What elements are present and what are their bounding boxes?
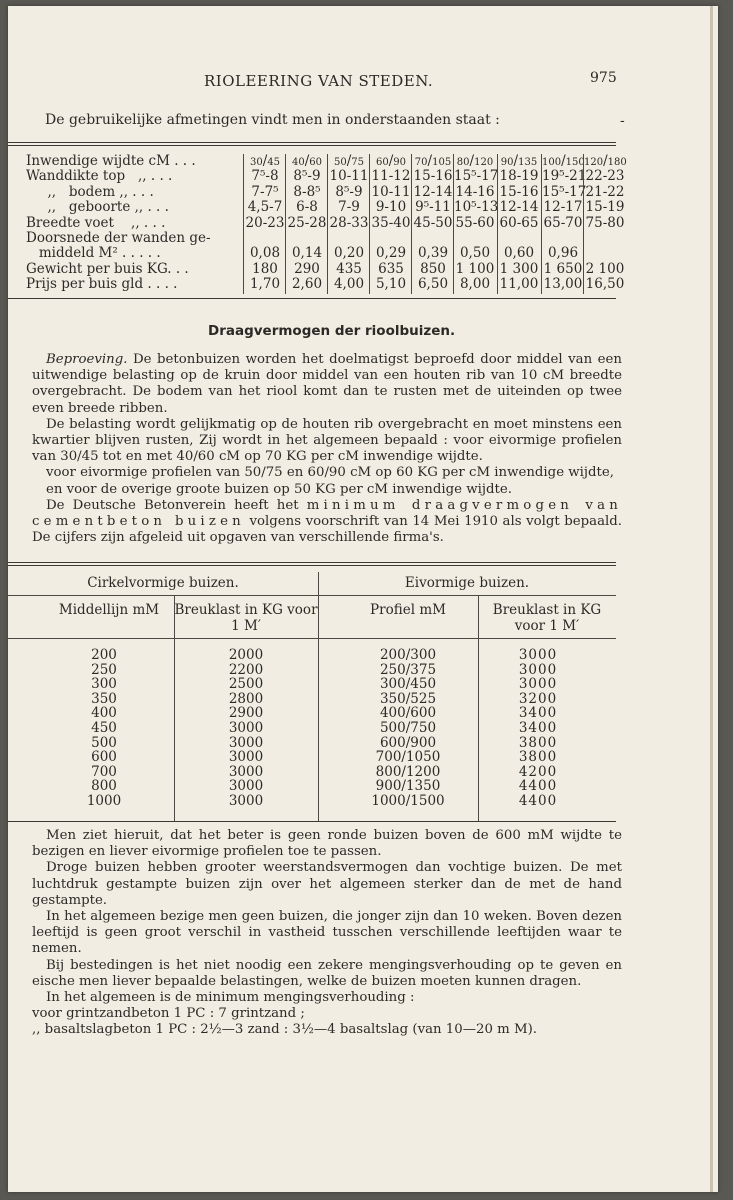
- table-row: [8, 153, 627, 169]
- table1-bottom-rule: [8, 298, 616, 299]
- paragraph: De belasting wordt gelijkmatig op de houten rib overgebracht en moet minstens een kwartier blijven rusten, Zij wordt in het algemeen bepaald : voor eivormige profielen van 30/45 tot en met 40/60 cM op 70 KG per cM inwendige wijdte.: [32, 416, 622, 465]
- row-label: ,, geboorte ,, . . .: [26, 199, 169, 216]
- table-row: [8, 276, 625, 293]
- table-cell: 350/525: [379, 690, 437, 707]
- table-cell: 180: [252, 260, 278, 277]
- fraction-slash: /: [603, 153, 608, 169]
- load-round-column: [174, 648, 318, 809]
- table-cell: 22-23: [585, 168, 625, 185]
- table-cell: 635: [378, 260, 404, 277]
- paragraph-text: De Deutsche Betonverein heeft het: [46, 497, 299, 513]
- column-divider: [327, 154, 328, 294]
- fraction-num: 100: [542, 157, 562, 168]
- table-cell: 600: [91, 749, 117, 766]
- table-row: [8, 199, 625, 216]
- table1-top-rule: [8, 142, 616, 143]
- fraction-den: 180: [607, 157, 627, 168]
- paragraph-text: volgens voorschrift van 14 Mei 1910 als volgt bepaald. De cijfers zijn afgeleid uit opgaven van verschillende firma's.: [32, 514, 623, 546]
- column-divider: [285, 154, 286, 294]
- table-cell: 9-10: [375, 199, 407, 216]
- table-cell: 1 300: [499, 260, 539, 277]
- table-cell: 25-28: [287, 214, 327, 231]
- table-cell: 55-60: [455, 214, 495, 231]
- column-divider: [411, 154, 412, 294]
- row-label: Breedte voet ,, . . .: [26, 214, 166, 231]
- table-cell: 20-23: [245, 214, 285, 231]
- table-cell: 15⁵-17: [454, 168, 499, 185]
- table-cell: 0,20: [333, 245, 365, 262]
- table-cell: 0,29: [375, 245, 407, 262]
- table-cell: 8⁵-9: [293, 168, 321, 185]
- fraction-num: 120: [584, 157, 604, 168]
- page-number: 975: [590, 70, 617, 86]
- table-cell: 8,00: [459, 276, 491, 293]
- fraction-num: 30: [249, 157, 263, 168]
- table-cell: 12-14: [499, 199, 539, 216]
- table-cell: 3000: [228, 778, 264, 795]
- table-row: [8, 168, 625, 185]
- table-cell: 12-17: [543, 199, 583, 216]
- row-label: Prijs per buis gld . . . .: [26, 276, 178, 293]
- table-cell: 4,00: [333, 276, 365, 293]
- table-cell: 1000/1500: [371, 792, 445, 809]
- group-header-round: Cirkelvormige buizen.: [87, 575, 239, 591]
- col-header-profile: Profiel mM: [370, 602, 446, 618]
- table-cell: 18-19: [499, 168, 539, 185]
- table-cell: 15⁵-17: [542, 183, 587, 200]
- profile-column: [338, 648, 478, 809]
- paragraph: Men ziet hieruit, dat het beter is geen ronde buizen boven de 600 mM wijdte te bezigen en liever eivormige profielen toe te passen.: [32, 828, 622, 860]
- table-cell: 0,14: [291, 245, 323, 262]
- fraction-num: 40: [291, 157, 305, 168]
- fraction-slash: /: [262, 153, 268, 169]
- table-cell: 3200: [518, 690, 558, 707]
- table-cell: 7-7⁵: [251, 183, 279, 200]
- table-cell: 8⁵-9: [335, 183, 363, 200]
- table-cell: 5,10: [375, 276, 407, 293]
- table-cell: 3000: [518, 676, 558, 693]
- table-cell: 400/600: [379, 705, 437, 722]
- fraction-num: 50: [333, 157, 347, 168]
- table-row: [8, 260, 625, 277]
- table-cell: 4200: [518, 763, 558, 780]
- table-cell: 9⁵-11: [415, 199, 451, 216]
- table2-top-rule-2: [8, 565, 616, 566]
- table2-top-rule: [8, 562, 616, 563]
- column-divider: [541, 154, 542, 294]
- table-row: [8, 214, 625, 231]
- table-cell: 500/750: [379, 719, 437, 736]
- table-cell: 1 100: [455, 260, 495, 277]
- fraction-den: 150: [565, 157, 585, 168]
- fraction-slash: /: [513, 153, 519, 169]
- table-cell: 75-80: [585, 214, 625, 231]
- table-cell: 600/900: [379, 734, 437, 751]
- column-divider: [583, 154, 584, 294]
- fraction-slash: /: [561, 153, 566, 169]
- table-cell: 700/1050: [375, 749, 441, 766]
- table1-top-rule-2: [8, 145, 616, 146]
- table-cell: 800: [91, 778, 117, 795]
- table-cell: 2 100: [585, 260, 625, 277]
- table-cell: 3000: [518, 661, 558, 678]
- table-cell: 1,70: [249, 276, 281, 293]
- table-cell: 11,00: [499, 276, 539, 293]
- table-row: [8, 183, 625, 200]
- column-divider: [453, 154, 454, 294]
- table-cell: 4400: [518, 778, 558, 795]
- row-label: Wanddikte top ,, . . .: [26, 168, 173, 185]
- table-cell: 10-11: [329, 168, 369, 185]
- table-cell: 700: [91, 763, 117, 780]
- row-label: Gewicht per buis KG. . .: [26, 260, 189, 277]
- table-cell: 35-40: [371, 214, 411, 231]
- table-cell: 19⁵-21: [542, 168, 587, 185]
- row-label: Inwendige wijdte cM . . .: [26, 153, 196, 169]
- table-cell: 65-70: [543, 214, 583, 231]
- table-cell: 6,50: [417, 276, 449, 293]
- group-header-egg: Eivormige buizen.: [404, 575, 530, 591]
- paragraph: ,, basaltslagbeton 1 PC : 2½—3 zand : 3½—4 basaltslag (van 10—20 m M).: [32, 1022, 538, 1038]
- paragraph: voor eivormige profielen van 50/75 en 60/90 cM op 60 KG per cM inwendige wijdte,: [46, 465, 615, 481]
- book-page: [8, 6, 718, 1192]
- fraction-den: 120: [474, 157, 494, 168]
- table-cell: 400: [91, 705, 117, 722]
- table-cell: 800/1200: [375, 763, 441, 780]
- table-cell: 15-16: [499, 183, 539, 200]
- diameter-column: [44, 648, 164, 809]
- margin-mark: -: [620, 113, 625, 129]
- fraction-slash: /: [427, 153, 433, 169]
- table-cell: 2000: [228, 647, 264, 663]
- table-cell: 10-11: [371, 183, 411, 200]
- table-cell: 0,39: [417, 245, 449, 262]
- table-cell: 13,00: [543, 276, 583, 293]
- load-egg-column: [478, 648, 598, 809]
- table-cell: 4400: [518, 792, 558, 809]
- fraction-den: 75: [351, 157, 365, 168]
- table-row: [8, 231, 616, 246]
- table-cell: 3800: [518, 749, 558, 766]
- table-cell: 350: [91, 690, 117, 707]
- table-cell: 300: [91, 676, 117, 693]
- table-cell: 16,50: [585, 276, 625, 293]
- table-cell: 435: [336, 260, 362, 277]
- header-bottom-rule: [8, 638, 616, 639]
- table-cell: 500: [91, 734, 117, 751]
- table-cell: 11-12: [371, 168, 411, 185]
- fraction-den: 105: [432, 157, 452, 168]
- table-cell: 15-19: [585, 199, 625, 216]
- table-cell: 45-50: [413, 214, 453, 231]
- table-cell: 14-16: [455, 183, 495, 200]
- table-cell: 450: [91, 719, 117, 736]
- testing-text: [32, 352, 622, 546]
- column-divider: [318, 572, 319, 821]
- fraction-den: 90: [393, 157, 407, 168]
- paragraph: [32, 352, 622, 417]
- col-header-diameter: Middellijn mM: [58, 602, 160, 618]
- fraction-slash: /: [388, 153, 394, 169]
- spaced-emphasis: minimum draagvermogen van cementbeton buizen: [32, 497, 622, 530]
- table-cell: 15-16: [413, 168, 453, 185]
- running-head: RIOLEERING VAN STEDEN.: [204, 72, 434, 90]
- table-cell: 3000: [228, 792, 264, 809]
- table-cell: 3800: [518, 734, 558, 751]
- table-cell: 8-8⁵: [293, 183, 321, 200]
- row-label: middeld M² . . . . .: [26, 245, 161, 262]
- table-cell: 300/450: [379, 676, 437, 693]
- table-cell: 900/1350: [375, 778, 441, 795]
- header-rule: [8, 595, 616, 596]
- column-divider: [243, 154, 244, 294]
- table-cell: 2800: [228, 690, 264, 707]
- paragraph: In het algemeen bezige men geen buizen, die jonger zijn dan 10 weken. Boven dezen leeftijd is geen groot verschil in vastheid tusschen verschillende leeftijden waar te nemen.: [32, 909, 622, 957]
- fraction-slash: /: [469, 153, 475, 169]
- paragraph: voor grintzandbeton 1 PC : 7 grintzand ;: [32, 1006, 305, 1022]
- table-cell: 4,5-7: [247, 199, 283, 216]
- paragraph: In het algemeen is de minimum mengingsverhouding :: [46, 990, 415, 1006]
- table-cell: 1 650: [543, 260, 583, 277]
- table-cell: 0,60: [503, 245, 535, 262]
- table-cell: 10⁵-13: [454, 199, 499, 216]
- table2-bottom-rule: [8, 821, 616, 822]
- paragraph: Bij bestedingen is het niet noodig een zekere mengingsverhouding op te geven en eische men liever bepaalde belastingen, welke de buizen moeten kunnen dragen.: [32, 957, 622, 989]
- table-cell: 0,96: [547, 245, 579, 262]
- table-cell: 250: [91, 661, 117, 678]
- table-cell: 200: [91, 647, 117, 663]
- paragraph: [32, 498, 622, 547]
- table-cell: 290: [294, 260, 320, 277]
- table-cell: 200/300: [379, 647, 437, 663]
- col-header-load-round: Breuklast in KG voor 1 M′: [174, 602, 318, 634]
- fraction-num: 80: [456, 157, 470, 168]
- table-cell: 250/375: [379, 661, 437, 678]
- table-cell: 3400: [518, 719, 558, 736]
- column-divider: [369, 154, 370, 294]
- section-title: Draagvermogen der rioolbuizen.: [208, 323, 456, 339]
- table-cell: 3000: [228, 763, 264, 780]
- table-row: [8, 246, 616, 261]
- table-cell: 2900: [228, 705, 264, 722]
- table-cell: 60-65: [499, 214, 539, 231]
- paragraph-text: De betonbuizen worden het doelmatigst beproefd door middel van een uitwendige belasting op de kruin door middel van een houten rib van 10 cM breedte overgebracht. De bodem van het riool komt dan te rusten met de uiteinden op twee even breede ribben.: [32, 352, 622, 416]
- table-cell: 3000: [518, 647, 558, 663]
- fraction-den: 60: [309, 157, 323, 168]
- fraction-num: 70: [414, 157, 428, 168]
- row-label: Doorsnede der wanden ge-: [26, 229, 211, 246]
- table-cell: 6-8: [296, 199, 318, 216]
- table-cell: 21-22: [585, 183, 625, 200]
- table-cell: 7-9: [338, 199, 360, 216]
- table-cell: 3000: [228, 719, 264, 736]
- table-cell: 12-14: [413, 183, 453, 200]
- paragraph: Droge buizen hebben grooter weerstandsvermogen dan vochtige buizen. De met luchtdruk gestampte buizen zijn over het algemeen sterker dan de met de hand gestampte.: [32, 860, 622, 908]
- fraction-num: 90: [500, 157, 514, 168]
- dimensions-table: [8, 153, 627, 293]
- fraction-num: 60: [375, 157, 389, 168]
- col-header-load-egg: Breuklast in KG voor 1 M′: [492, 602, 602, 634]
- fraction-slash: /: [304, 153, 310, 169]
- table-cell: 1000: [86, 792, 122, 809]
- row-label: ,, bodem ,, . . .: [26, 183, 154, 200]
- table-cell: 850: [420, 260, 446, 277]
- fraction-den: 135: [518, 157, 538, 168]
- fraction-slash: /: [346, 153, 352, 169]
- table-cell: 0,50: [459, 245, 491, 262]
- table-cell: 3000: [228, 749, 264, 766]
- conclusion-text: [32, 828, 622, 1039]
- table-cell: 3400: [518, 705, 558, 722]
- table-cell: 2200: [228, 661, 264, 678]
- table-cell: 2,60: [291, 276, 323, 293]
- table-cell: 7⁵-8: [251, 168, 279, 185]
- column-divider: [497, 154, 498, 294]
- table-cell: 2500: [228, 676, 264, 693]
- table-cell: 28-33: [329, 214, 369, 231]
- page-edge: [710, 6, 713, 1192]
- table-cell: 0,08: [249, 245, 281, 262]
- intro-sentence: De gebruikelijke afmetingen vindt men in onderstaanden staat :: [45, 112, 500, 128]
- table-cell: 3000: [228, 734, 264, 751]
- italic-lead: Beproeving.: [46, 352, 128, 367]
- paragraph: en voor de overige groote buizen op 50 KG per cM inwendige wijdte.: [46, 481, 512, 497]
- fraction-den: 45: [267, 157, 281, 168]
